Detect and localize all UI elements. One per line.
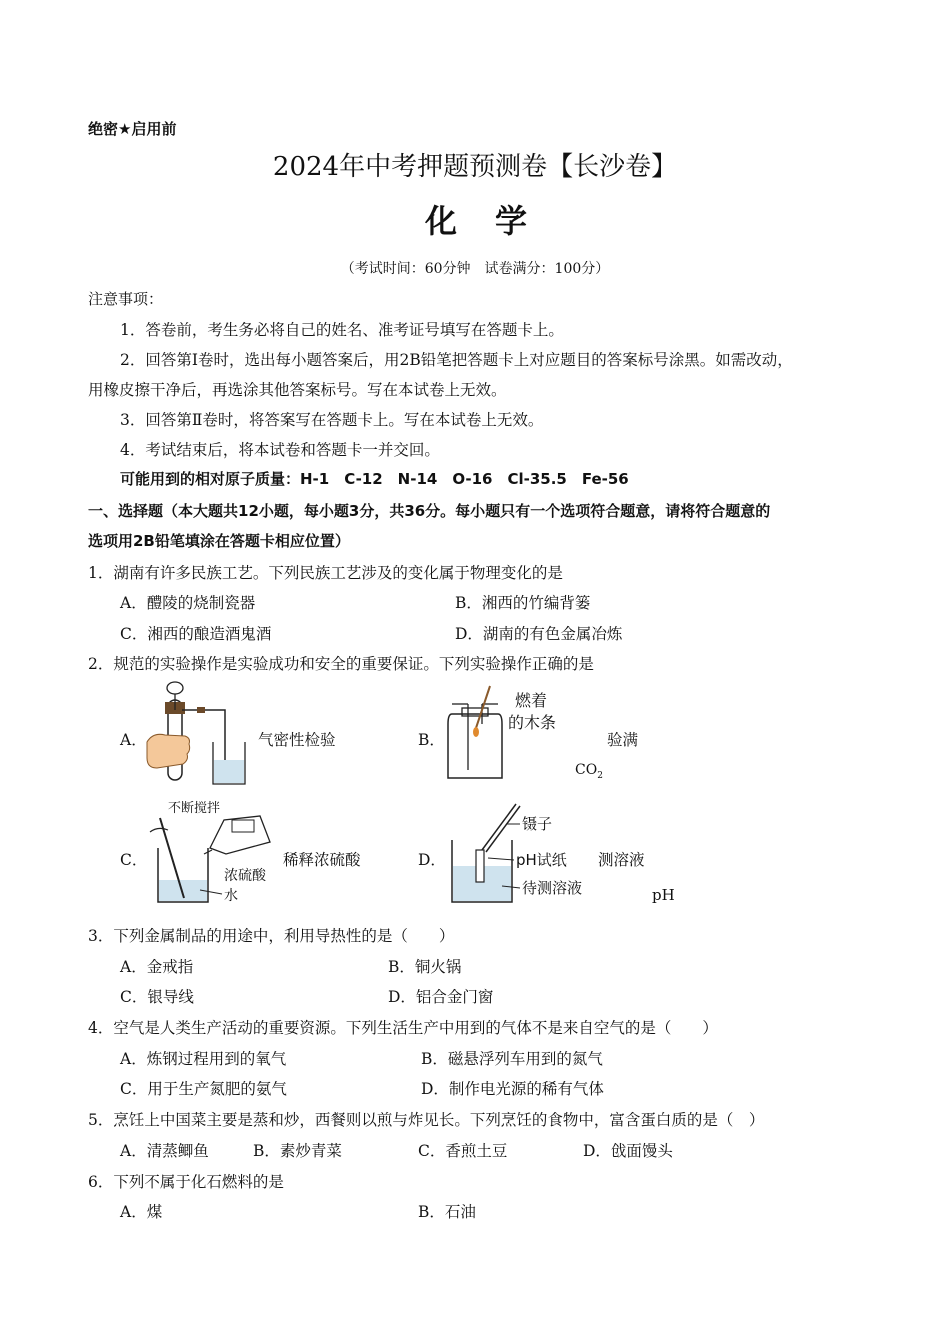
q4-stem: 4．空气是人类生产活动的重要资源。下列生活生产中用到的气体不是来自空气的是（ ） bbox=[88, 1019, 718, 1037]
q2-stem: 2．规范的实验操作是实验成功和安全的重要保证。下列实验操作正确的是 bbox=[88, 655, 594, 673]
q4-option-c: C．用于生产氮肥的氨气 bbox=[120, 1080, 287, 1098]
b-label-burning: 燃着 bbox=[515, 691, 548, 710]
notes-heading: 注意事项： bbox=[88, 290, 164, 308]
c-label-acid: 浓硫酸 bbox=[224, 868, 266, 884]
q1-option-b: B．湘西的竹编背篓 bbox=[455, 594, 591, 612]
q1-option-c: C．湘西的酿造酒鬼酒 bbox=[120, 625, 272, 643]
subject-title: 化学 bbox=[424, 202, 565, 240]
q3-option-c: C．银导线 bbox=[120, 988, 194, 1006]
b-label-stick: 的木条 bbox=[508, 713, 557, 732]
ph-test-figure bbox=[440, 800, 600, 908]
q2-option-d-text: 测溶液 bbox=[598, 851, 645, 869]
q3-option-b: B．铜火锅 bbox=[388, 958, 462, 976]
airtightness-check-figure bbox=[145, 680, 255, 790]
note-item-2: 2．回答第Ⅰ卷时，选出每小题答案后，用2B铅笔把答题卡上对应题目的答案标号涂黑。如需改动， bbox=[120, 351, 793, 369]
q2-option-d-letter: D． bbox=[418, 851, 446, 869]
exam-info: （考试时间：60分钟 试卷满分：100分） bbox=[340, 261, 610, 277]
secret-label: 绝密★启用前 bbox=[88, 120, 177, 138]
d-label-solution: 待测溶液 bbox=[522, 879, 583, 897]
q4-option-b: B．磁悬浮列车用到的氮气 bbox=[421, 1050, 603, 1068]
q2-option-d-text2: pH bbox=[652, 886, 675, 904]
note-item-4: 4．考试结束后，将本试卷和答题卡一并交回。 bbox=[120, 441, 440, 459]
q1-option-d: D．湖南的有色金属冶炼 bbox=[455, 625, 623, 643]
d-label-tweezer: 镊子 bbox=[522, 815, 553, 833]
q4-option-a: A．炼钢过程用到的氧气 bbox=[120, 1050, 287, 1068]
note-item-3: 3．回答第Ⅱ卷时，将答案写在答题卡上。写在本试卷上无效。 bbox=[120, 411, 544, 429]
section1-line2: 选项用2B铅笔填涂在答题卡相应位置） bbox=[88, 532, 350, 550]
q5-option-a: A．清蒸鲫鱼 bbox=[120, 1142, 209, 1160]
q5-stem: 5．烹饪上中国菜主要是蒸和炒，西餐则以煎与炸见长。下列烹饪的食物中，富含蛋白质的是（ ） bbox=[88, 1111, 765, 1129]
q6-stem: 6．下列不属于化石燃料的是 bbox=[88, 1173, 284, 1191]
q2-option-c-text: 稀释浓硫酸 bbox=[283, 851, 361, 869]
d-label-paper: pH试纸 bbox=[516, 851, 567, 869]
q2-option-b-letter: B． bbox=[418, 731, 445, 749]
dilute-acid-figure bbox=[140, 796, 280, 908]
exam-title: 2024年中考押题预测卷【长沙卷】 bbox=[272, 152, 678, 182]
section1-line1: 一、选择题（本大题共12小题，每小题3分，共36分。每小题只有一个选项符合题意，请将符合题意的 bbox=[88, 502, 771, 520]
q4-option-d: D．制作电光源的稀有气体 bbox=[421, 1080, 604, 1098]
q2-option-b-formula: $CO_2$ bbox=[575, 762, 603, 781]
co2-full-check-figure bbox=[440, 684, 580, 784]
c-label-water: 水 bbox=[224, 888, 238, 904]
atomic-mass: 可能用到的相对原子质量：H-1 C-12 N-14 O-16 Cl-35.5 Fe-56 bbox=[120, 470, 629, 488]
q2-option-c-letter: C． bbox=[120, 851, 148, 869]
q3-option-a: A．金戒指 bbox=[120, 958, 194, 976]
q3-option-d: D．铝合金门窗 bbox=[388, 988, 494, 1006]
note-item-1: 1．答卷前，考生务必将自己的姓名、准考证号填写在答题卡上。 bbox=[120, 321, 564, 339]
q2-option-a-letter: A． bbox=[120, 731, 147, 749]
q1-stem: 1．湖南有许多民族工艺。下列民族工艺涉及的变化属于物理变化的是 bbox=[88, 564, 563, 582]
q6-option-b: B．石油 bbox=[418, 1203, 476, 1221]
q2-option-a-text: 气密性检验 bbox=[258, 731, 336, 749]
q1-option-a: A．醴陵的烧制瓷器 bbox=[120, 594, 256, 612]
note-item-2-cont: 用橡皮擦干净后，再选涂其他答案标号。写在本试卷上无效。 bbox=[88, 381, 507, 399]
q2-option-b-text: 验满 bbox=[607, 731, 639, 749]
q6-option-a: A．煤 bbox=[120, 1203, 163, 1221]
q3-stem: 3．下列金属制品的用途中，利用导热性的是（ ） bbox=[88, 927, 455, 945]
q5-option-b: B．素炒青菜 bbox=[253, 1142, 342, 1160]
c-label-stir: 不断搅拌 bbox=[168, 801, 221, 816]
q5-option-c: C．香煎土豆 bbox=[418, 1142, 508, 1160]
q5-option-d: D．戗面馒头 bbox=[583, 1142, 673, 1160]
